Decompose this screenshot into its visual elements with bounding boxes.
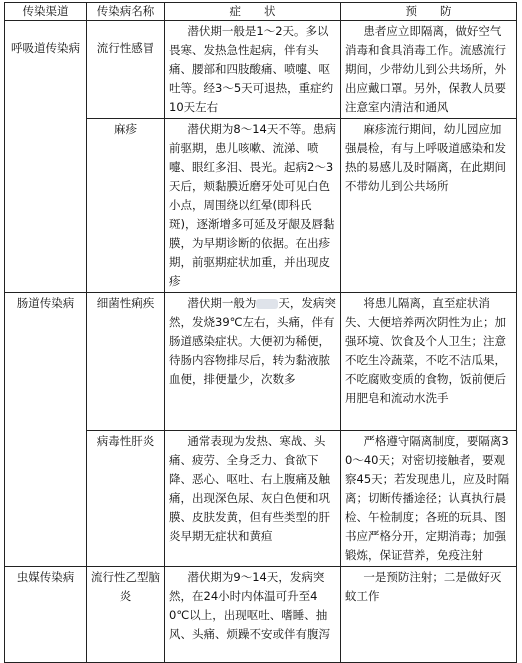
symptom-dysentery-part-b: 天，发病突然，发烧39℃左右，头痛，伴有肠道感染症状。大便初为稀便，待肠内容物排尽后，转为黏液脓血便，排便量少，次数多 (169, 296, 336, 386)
prevention-hepatitis: 严格遵守隔离制度，要隔离30～40天；对密切接触者，要观察45天；若发现患儿，应及时隔离；切断传播途径；认真执行晨检、午检制度；各班的玩具、图书应严格分开，定期消毒；加强锻炼，保证营养，免疫注射 (341, 431, 517, 567)
prevention-dysentery: 将患儿隔离，直至症状消失、大便培养两次阴性为止；加强环境、饮食及个人卫生；注意不吃生冷蔬菜，不吃不洁瓜果，不吃腐败变质的食物，饭前便后用肥皂和流动水洗手 (341, 293, 517, 431)
disease-hepatitis: 病毒性肝炎 (87, 431, 165, 567)
header-row (5, 3, 517, 21)
infectious-disease-table (4, 2, 517, 663)
disease-dysentery: 细菌性痢疾 (87, 293, 165, 431)
symptom-measles: 潜伏期为8～14天不等。患病前驱期，患儿咳嗽、流涕、喷嚏、眼红多泪、畏光。起病2～3天后，颊黏膜近磨牙处可见白色小点，周围绕以红晕(即科氏斑)，逐渐增多可延及牙龈及唇黏膜，为早期诊断的依据。在出疹期，前驱期症状加重，并出现皮疹 (165, 119, 341, 293)
route-vector: 虫媒传染病 (5, 567, 87, 663)
symptom-dysentery (165, 293, 341, 431)
header-disease: 传染病名称 (87, 3, 165, 21)
prevention-influenza: 患者应立即隔离，做好空气消毒和食具消毒工作。流感流行期间，少带幼儿到公共场所，外出应戴口罩。另外，保教人员要注意室内清洁和通风 (341, 21, 517, 119)
header-symptom: 症 状 (165, 3, 341, 21)
symptom-influenza: 潜伏期一般是1～2天。多以畏寒、发热急性起病，伴有头痛、腰部和四肢酸痛、喷嚏、呕吐等。经3～5天可退热，重症约10天左右 (165, 21, 341, 119)
table-row (5, 21, 517, 119)
prevention-encephalitis: 一是预防注射；二是做好灭蚊工作 (341, 567, 517, 663)
route-respiratory: 呼吸道传染病 (5, 21, 87, 293)
symptom-hepatitis: 通常表现为发热、寒战、头痛、疲劳、全身乏力、食欲下降、恶心、呕吐、右上腹痛及触痛，出现深色尿、灰白色便和巩膜、皮肤发黄，但有些类型的肝炎早期无症状和黄疸 (165, 431, 341, 567)
table-row (5, 293, 517, 431)
disease-influenza: 流行性感冒 (87, 21, 165, 119)
symptom-encephalitis: 潜伏期为9～14天，发病突然，在24小时内体温可升至40℃以上，出现呕吐、嗜睡、抽风、头痛、烦躁不安或伴有腹泻 (165, 567, 341, 663)
header-route: 传染渠道 (5, 3, 87, 21)
obscured-text-mark (256, 299, 278, 309)
header-prevention: 预 防 (341, 3, 517, 21)
route-intestinal: 肠道传染病 (5, 293, 87, 567)
symptom-dysentery-part-a: 潜伏期一般为 (187, 296, 257, 310)
disease-measles: 麻疹 (87, 119, 165, 293)
table-row (5, 567, 517, 663)
disease-encephalitis: 流行性乙型脑炎 (87, 567, 165, 663)
prevention-measles: 麻疹流行期间，幼儿园应加强晨检，有与上呼吸道感染和发热的易感儿及时隔离，在此期间不带幼儿到公共场所 (341, 119, 517, 293)
